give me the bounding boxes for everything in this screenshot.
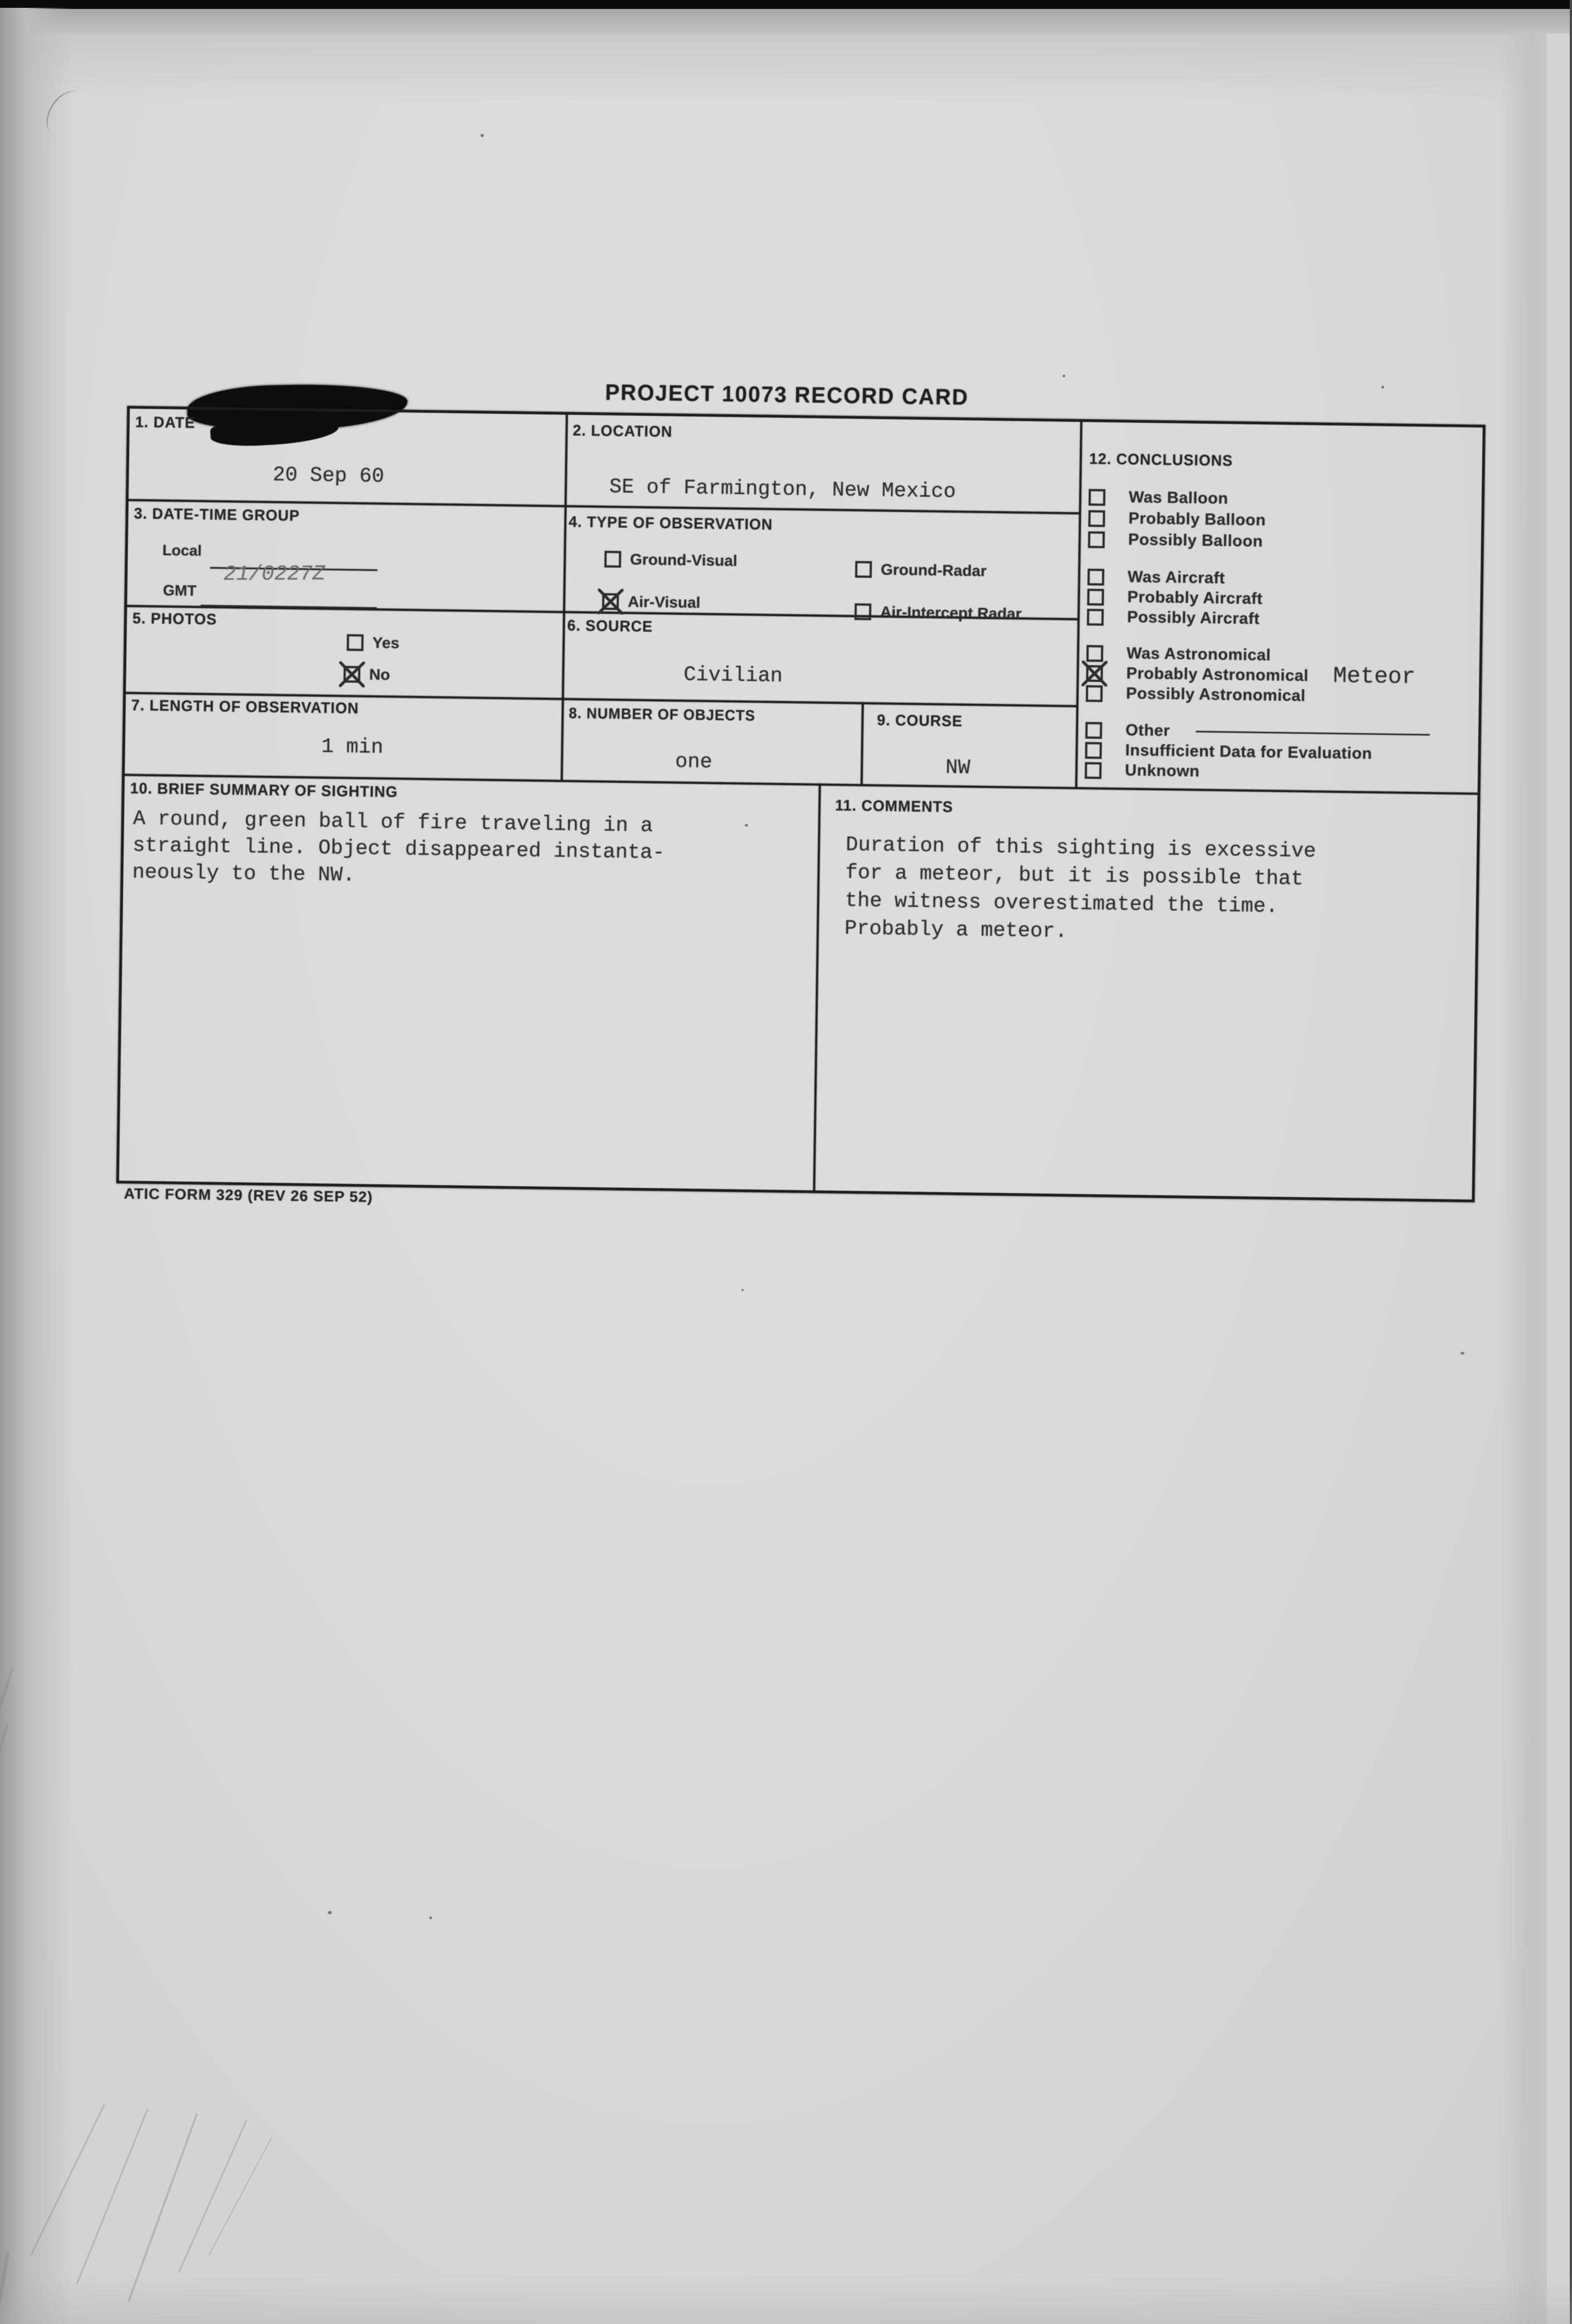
checkbox-icon	[347, 634, 363, 651]
record-card-table	[117, 406, 1486, 1202]
conclusion-label: Probably Astronomical	[1126, 664, 1309, 685]
conclusion-item	[1088, 530, 1263, 551]
air-visual-label: Air-Visual	[627, 593, 701, 612]
number-of-objects-label: 8. NUMBER OF OBJECTS	[569, 705, 756, 724]
checkbox-icon	[1089, 489, 1105, 506]
conclusions-divider	[1075, 422, 1083, 787]
conclusion-item	[1089, 488, 1229, 508]
air-intercept-radar-label: Air-Intercept Radar	[880, 603, 1022, 623]
photos-yes-label: Yes	[372, 634, 400, 652]
photos-yes-option	[347, 634, 400, 652]
scan-edge-left	[0, 8, 72, 2324]
scan-speck	[481, 134, 484, 137]
conclusion-label: Possibly Astronomical	[1125, 685, 1306, 705]
checkbox-icon	[1086, 685, 1103, 702]
checkbox-icon	[1087, 609, 1104, 625]
scan-speck	[429, 1917, 432, 1919]
gmt-value: 21/0227Z	[223, 562, 326, 587]
form-id: ATIC FORM 329 (REV 26 SEP 52)	[124, 1185, 373, 1206]
conclusion-label: Probably Aircraft	[1127, 588, 1263, 608]
conclusion-item	[1086, 644, 1271, 665]
checkbox-icon	[343, 666, 360, 682]
photos-no-option	[343, 665, 390, 683]
scan-speck	[1381, 386, 1384, 389]
scan-edge-top-soft	[0, 35, 1572, 101]
ground-radar-option	[855, 560, 987, 580]
date-time-group-label: 3. DATE-TIME GROUP	[134, 504, 300, 525]
length-of-observation-label: 7. LENGTH OF OBSERVATION	[131, 696, 360, 717]
conclusion-label: Was Aircraft	[1127, 568, 1225, 588]
conclusion-item	[1085, 761, 1200, 781]
scan-speck	[741, 1289, 744, 1291]
scratch-mark	[178, 2119, 248, 2273]
checkbox-icon	[1085, 742, 1102, 759]
type-of-observation-label: 4. TYPE OF OBSERVATION	[568, 513, 773, 533]
checkbox-icon	[1086, 665, 1103, 682]
checkbox-icon	[855, 603, 871, 620]
conclusion-label: Unknown	[1124, 761, 1200, 780]
conclusions-label: 12. CONCLUSIONS	[1089, 450, 1233, 469]
conclusion-label: Was Astronomical	[1126, 644, 1272, 664]
objects-course-divider	[861, 702, 864, 784]
scan-edge-right-line	[1570, 0, 1572, 2324]
checkbox-icon	[1086, 645, 1103, 662]
conclusion-item	[1085, 721, 1430, 744]
scan-speck	[328, 1911, 332, 1914]
course-value: NW	[945, 756, 971, 780]
checkbox-icon	[1085, 762, 1102, 779]
checkbox-icon	[1088, 569, 1104, 585]
summary-comments-divider	[813, 783, 821, 1190]
column-divider	[561, 415, 568, 780]
brief-summary-text: A round, green ball of fire traveling in a straight line. Object disappeared instanta- neously to the NW.	[132, 807, 665, 887]
location-value: SE of Farmington, New Mexico	[609, 476, 956, 504]
source-label: 6. SOURCE	[567, 617, 653, 635]
conclusion-item	[1086, 664, 1308, 686]
ground-visual-option	[604, 550, 738, 570]
scratch-mark	[128, 2113, 198, 2302]
page-title: PROJECT 10073 RECORD CARD	[605, 380, 969, 410]
date-value: 20 Sep 60	[272, 463, 385, 489]
scan-speck	[1461, 1352, 1464, 1355]
scan-speck	[1062, 375, 1065, 377]
conclusion-label: Possibly Balloon	[1128, 531, 1263, 551]
local-label: Local	[162, 541, 202, 559]
photos-no-label: No	[369, 666, 390, 683]
source-value: Civilian	[683, 663, 783, 688]
scan-edge-bottom	[0, 2274, 1572, 2324]
comments-label: 11. COMMENTS	[834, 796, 953, 816]
meteor-annotation: Meteor	[1333, 663, 1416, 691]
photos-label: 5. PHOTOS	[132, 609, 217, 628]
checkbox-icon	[855, 561, 872, 578]
brief-summary-label: 10. BRIEF SUMMARY OF SIGHTING	[130, 779, 398, 800]
conclusion-item	[1087, 588, 1263, 608]
course-label: 9. COURSE	[877, 711, 963, 730]
conclusion-item	[1087, 608, 1260, 628]
date-label: 1. DATE	[135, 413, 196, 431]
ground-radar-label: Ground-Radar	[880, 560, 987, 580]
length-of-observation-value: 1 min	[321, 735, 384, 760]
scratch-mark	[76, 2108, 148, 2284]
conclusion-label: Was Balloon	[1128, 488, 1229, 508]
checkbox-icon	[1088, 531, 1105, 548]
checkbox-icon	[1088, 510, 1105, 527]
scan-edge-top-band	[0, 9, 1572, 35]
record-card-scan	[115, 380, 1487, 1261]
ground-visual-label: Ground-Visual	[630, 550, 738, 570]
checkbox-icon	[1087, 589, 1104, 605]
scan-edge-right-light	[1547, 33, 1572, 2324]
air-intercept-radar-option	[855, 603, 1022, 623]
conclusion-label: Other	[1125, 721, 1171, 740]
conclusion-label: Insufficient Data for Evaluation	[1125, 741, 1372, 763]
location-label: 2. LOCATION	[572, 421, 673, 440]
air-visual-option	[602, 593, 701, 612]
checkbox-icon	[602, 593, 619, 610]
scratch-mark	[208, 2137, 272, 2256]
number-of-objects-value: one	[675, 750, 713, 774]
comments-text: Duration of this sighting is excessive for a meteor, but it is possible that the witness overestimated the time. Probably a meteor.	[844, 833, 1317, 944]
checkbox-icon	[604, 551, 621, 567]
conclusion-item	[1088, 509, 1266, 530]
conclusion-item	[1085, 741, 1372, 763]
conclusion-item	[1088, 567, 1225, 588]
gmt-label: GMT	[163, 581, 197, 599]
conclusion-label: Possibly Aircraft	[1127, 608, 1260, 628]
scan-edge-top	[0, 0, 1572, 9]
conclusion-label: Probably Balloon	[1128, 510, 1267, 530]
other-blank-line	[1196, 731, 1430, 736]
scan-edge-right	[1500, 33, 1547, 2324]
conclusion-item	[1086, 684, 1306, 705]
checkbox-icon	[1085, 722, 1102, 739]
